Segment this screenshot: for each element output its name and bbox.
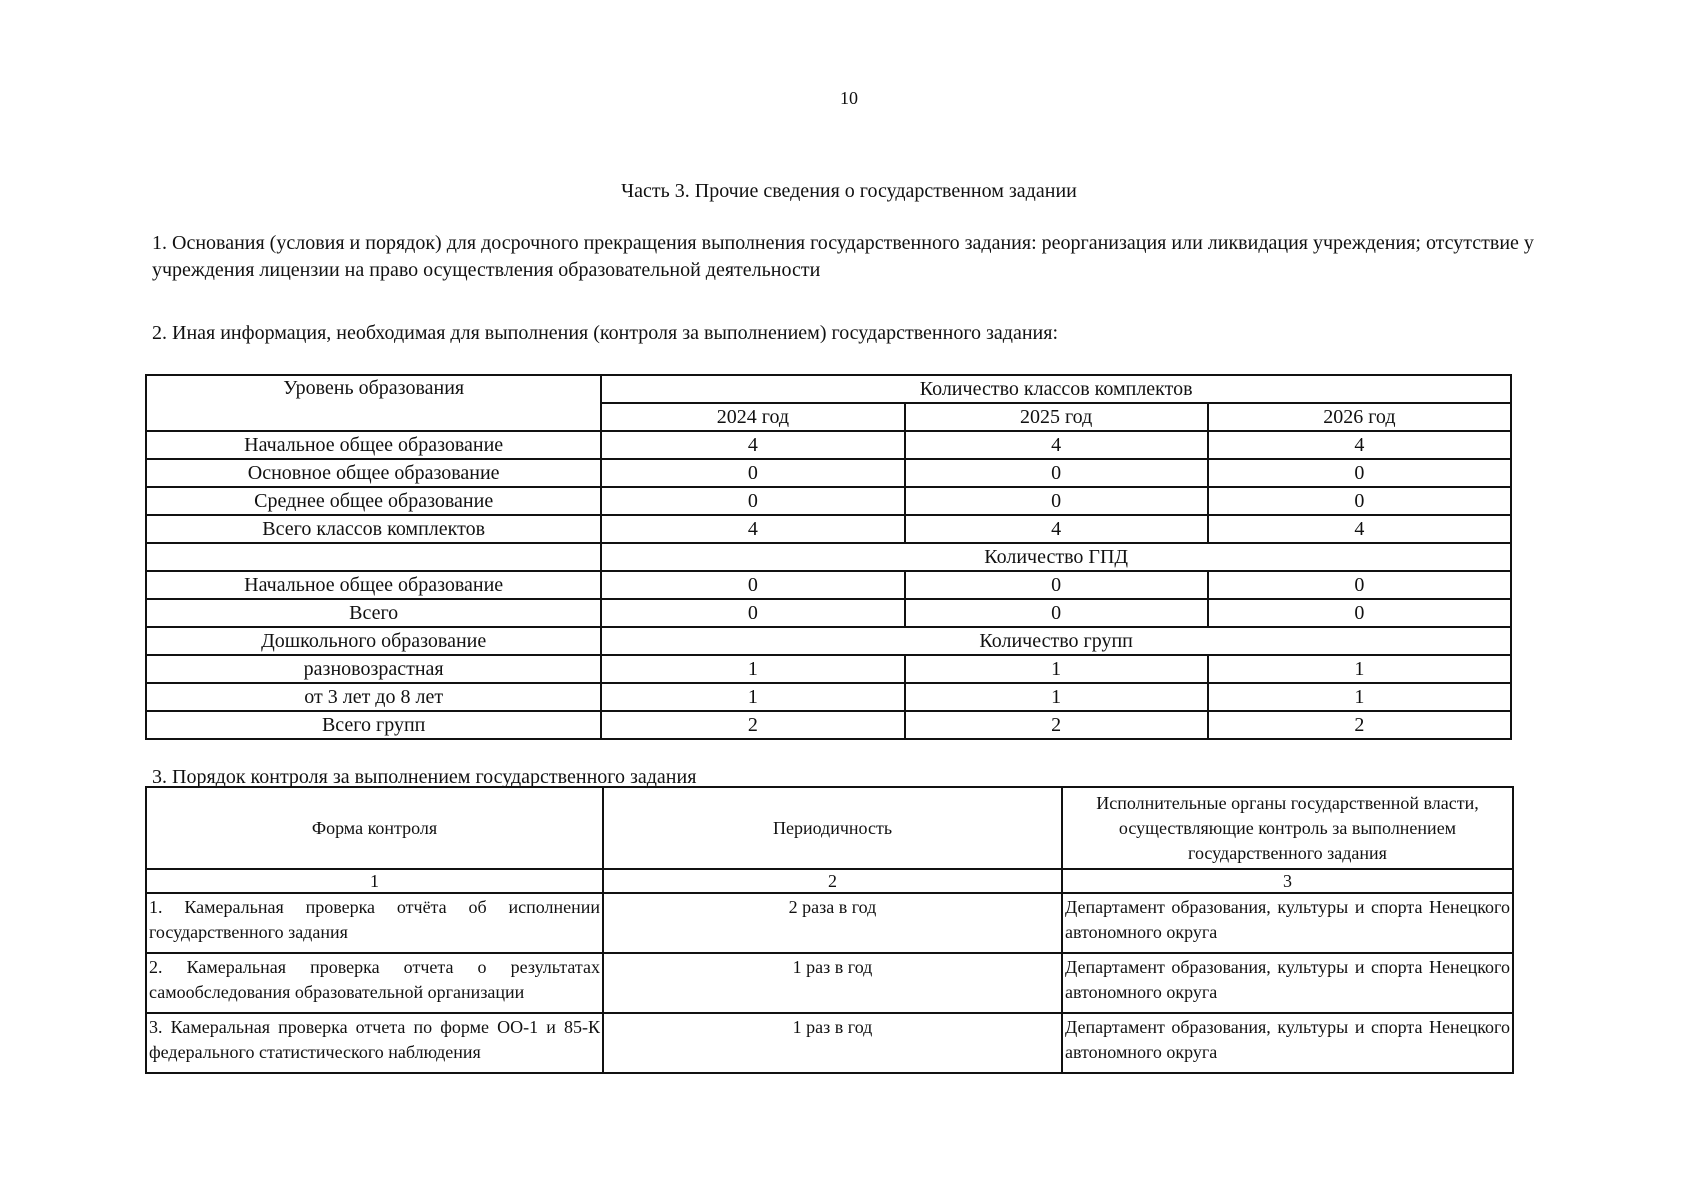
table-row [146, 515, 1511, 543]
empty-cell [146, 543, 601, 571]
cell-value: 0 [1208, 599, 1511, 627]
classes-table [145, 374, 1512, 740]
table-row [146, 627, 1511, 655]
page-number: 10 [840, 88, 858, 108]
periodicity-cell: 1 раз в год [603, 953, 1062, 1013]
cell-value: 0 [905, 599, 1208, 627]
header-group-count: Количество групп [601, 627, 1511, 655]
table-row [146, 1013, 1513, 1073]
cell-value: 1 [1208, 655, 1511, 683]
cell-value: 0 [905, 487, 1208, 515]
row-label: Всего [146, 599, 601, 627]
table-row [146, 893, 1513, 953]
part-title: Часть 3. Прочие сведения о государственном задании [621, 180, 1077, 202]
row-label: Всего классов комплектов [146, 515, 601, 543]
row-label: Среднее общее образование [146, 487, 601, 515]
authority-cell: Департамент образования, культуры и спорта Ненецкого автономного округа [1062, 893, 1513, 953]
table-row [146, 683, 1511, 711]
row-label: Начальное общее образование [146, 431, 601, 459]
table-row [146, 543, 1511, 571]
cell-value: 0 [905, 459, 1208, 487]
cell-value: 2 [1208, 711, 1511, 739]
column-number: 1 [146, 869, 603, 893]
header-year: 2026 год [1208, 403, 1511, 431]
column-number: 2 [603, 869, 1062, 893]
table-row [146, 655, 1511, 683]
header-class-count: Количество классов комплектов [601, 375, 1511, 403]
section-3-text: 3. Порядок контроля за выполнением государственного задания [152, 766, 697, 788]
cell-value: 2 [905, 711, 1208, 739]
header-education-level: Уровень образования [146, 375, 601, 431]
cell-value: 1 [601, 655, 904, 683]
section-1-text: 1. Основания (условия и порядок) для досрочного прекращения выполнения государственного задания: реорганизация или ликвидация учреждения; отсутствие у учреждения лицензии на право осуществления образовательной деятельности [152, 232, 1534, 281]
cell-value: 4 [601, 431, 904, 459]
column-number: 3 [1062, 869, 1513, 893]
row-label: разновозрастная [146, 655, 601, 683]
cell-value: 0 [1208, 487, 1511, 515]
table-row [146, 459, 1511, 487]
table-row [146, 953, 1513, 1013]
row-label: Всего групп [146, 711, 601, 739]
header-control-form: Форма контроля [146, 787, 603, 869]
row-label-preschool: Дошкольного образование [146, 627, 601, 655]
cell-value: 1 [1208, 683, 1511, 711]
header-periodicity: Периодичность [603, 787, 1062, 869]
cell-value: 0 [601, 599, 904, 627]
cell-value: 0 [601, 459, 904, 487]
table-row [146, 599, 1511, 627]
cell-value: 2 [601, 711, 904, 739]
authority-cell: Департамент образования, культуры и спорта Ненецкого автономного округа [1062, 1013, 1513, 1073]
table-row [146, 571, 1511, 599]
table-row [146, 487, 1511, 515]
periodicity-cell: 1 раз в год [603, 1013, 1062, 1073]
cell-value: 0 [1208, 459, 1511, 487]
cell-value: 0 [601, 571, 904, 599]
control-form-cell: 2. Камеральная проверка отчета о результатах самообследования образовательной организации [146, 953, 603, 1013]
header-year: 2024 год [601, 403, 904, 431]
table-row [146, 711, 1511, 739]
row-label: Основное общее образование [146, 459, 601, 487]
row-label: Начальное общее образование [146, 571, 601, 599]
control-form-cell: 1. Камеральная проверка отчёта об исполнении государственного задания [146, 893, 603, 953]
cell-value: 1 [905, 655, 1208, 683]
table-row [146, 431, 1511, 459]
cell-value: 4 [1208, 431, 1511, 459]
authority-cell: Департамент образования, культуры и спорта Ненецкого автономного округа [1062, 953, 1513, 1013]
cell-value: 1 [905, 683, 1208, 711]
cell-value: 4 [905, 431, 1208, 459]
periodicity-cell: 2 раза в год [603, 893, 1062, 953]
header-year: 2025 год [905, 403, 1208, 431]
header-gpd-count: Количество ГПД [601, 543, 1511, 571]
control-table [145, 786, 1514, 1074]
row-label: от 3 лет до 8 лет [146, 683, 601, 711]
cell-value: 4 [1208, 515, 1511, 543]
section-2-text: 2. Иная информация, необходимая для выполнения (контроля за выполнением) государственного задания: [152, 322, 1059, 344]
cell-value: 0 [601, 487, 904, 515]
cell-value: 1 [601, 683, 904, 711]
header-authorities: Исполнительные органы государственной власти, осуществляющие контроль за выполнением государственного задания [1062, 787, 1513, 869]
cell-value: 4 [601, 515, 904, 543]
cell-value: 4 [905, 515, 1208, 543]
cell-value: 0 [905, 571, 1208, 599]
cell-value: 0 [1208, 571, 1511, 599]
control-form-cell: 3. Камеральная проверка отчета по форме ОО-1 и 85-К федерального статистического наблюдения [146, 1013, 603, 1073]
